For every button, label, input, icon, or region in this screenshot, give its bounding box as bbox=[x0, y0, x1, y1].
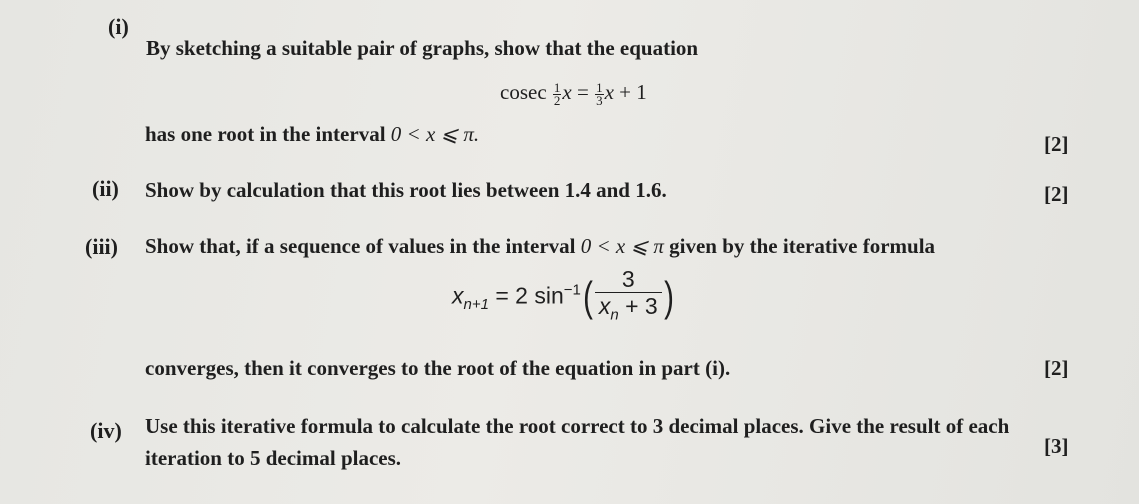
eq1-func: cosec bbox=[500, 80, 547, 104]
eq1-frac-third: $\frac{1}{3}$ bbox=[596, 79, 603, 108]
part-iii-line-2: converges, then it converges to the root of the equation in part (i). bbox=[145, 356, 731, 380]
part-iv-line-2: iteration to 5 decimal places. bbox=[145, 446, 402, 470]
part-ii-label: (ii) bbox=[92, 176, 119, 201]
eq2-fraction: $\frac{3}{x_n + 3}$ bbox=[595, 266, 662, 329]
part-i-interval: 0 < x ⩽ π. bbox=[390, 122, 480, 146]
part-iv-label: (iv) bbox=[90, 418, 122, 443]
equation-iterative: $x_{n+1} = 2$ $\sin^{-1}$( $\frac{3}{x_n + 3}$ ) bbox=[452, 266, 676, 329]
part-i-label: (i) bbox=[108, 14, 129, 39]
part-i-line-1: By sketching a suitable pair of graphs, show that the equation bbox=[146, 36, 699, 60]
part-iii-line-1: Show that, if a sequence of values in the interval 0 < x ⩽ π given by the iterative formula bbox=[145, 234, 936, 258]
part-iv-marks: [3] bbox=[1044, 434, 1069, 458]
part-iii-marks: [2] bbox=[1044, 356, 1069, 380]
part-i-line-2: has one root in the interval 0 < x ⩽ π. bbox=[145, 122, 480, 146]
part-iii-label: (iii) bbox=[85, 234, 118, 259]
part-iii-interval: 0 < x ⩽ π bbox=[580, 234, 664, 258]
part-iv-line-1: Use this iterative formula to calculate the root correct to 3 decimal places. Give the result of each bbox=[145, 414, 1010, 438]
part-i-marks: [2] bbox=[1044, 132, 1069, 156]
part-ii-marks: [2] bbox=[1044, 182, 1069, 206]
equation-cosec: cosec $\frac{1}{2}$ x = $\frac{1}{3}$ x + 1 bbox=[500, 79, 647, 108]
part-ii-line-1: Show by calculation that this root lies between 1.4 and 1.6. bbox=[145, 178, 667, 202]
eq1-frac-half: $\frac{1}{2}$ bbox=[553, 79, 561, 108]
